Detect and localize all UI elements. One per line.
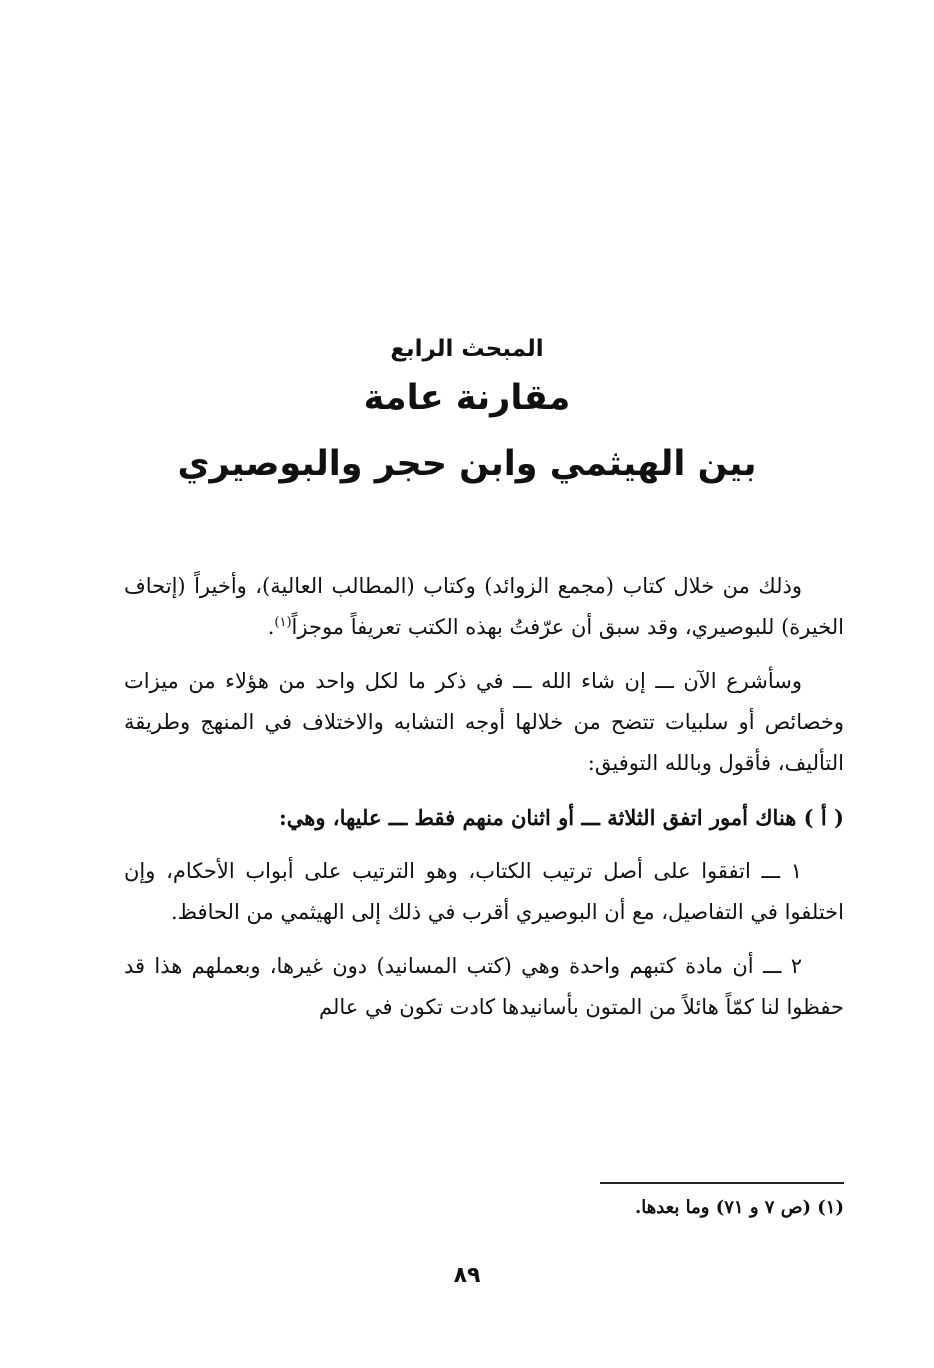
paragraph-point-2: ٢ ـــ أن مادة كتبهم واحدة وهي (كتب المسانيد) دون غيرها، وبعملهم هذا قد حفظوا لنا كمّاً هائلاً من المتون بأسانيدها كادت تكون في عالم — [124, 954, 844, 1019]
footnote-reference: (١) — [274, 615, 292, 630]
page-number: ٨٩ — [453, 1263, 481, 1288]
footnote: (١) (ص ٧ و ٧١) وما بعدها. — [634, 1197, 844, 1218]
body-text — [124, 566, 844, 1041]
paragraph-intro — [124, 566, 844, 648]
chapter-label: المبحث الرابع — [390, 336, 544, 362]
section-heading-a: ( أ ) هناك أمور اتفق الثلاثة ـــ أو اثنان منهم فقط ـــ عليها، وهي: — [279, 805, 844, 830]
paragraph-intro-text: وذلك من خلال كتاب (مجمع الزوائد) وكتاب (المطالب العالية)، وأخيراً (إتحاف الخيرة) للبوصيري، وقد سبق أن عرّفتُ بهذه الكتب تعريفاً موجزاً — [124, 574, 844, 639]
paragraph-intro-end: . — [267, 615, 275, 639]
paragraph-plan: وسأشرع الآن ـــ إن شاء الله ـــ في ذكر ما لكل واحد من هؤلاء من ميزات وخصائص أو سلبيات تتضح من خلالها أوجه التشابه والاختلاف في المنهج وطريقة التأليف، فأقول وبالله التوفيق: — [124, 669, 844, 775]
page-title: مقارنة عامة — [363, 378, 571, 418]
page-subtitle: بين الهيثمي وابن حجر والبوصيري — [177, 444, 757, 484]
paragraph-point-1: ١ ـــ اتفقوا على أصل ترتيب الكتاب، وهو الترتيب على أبواب الأحكام، وإن اختلفوا في التفاصيل، مع أن البوصيري أقرب في ذلك إلى الهيثمي من الحافظ. — [124, 859, 844, 924]
footnote-divider — [600, 1182, 844, 1184]
